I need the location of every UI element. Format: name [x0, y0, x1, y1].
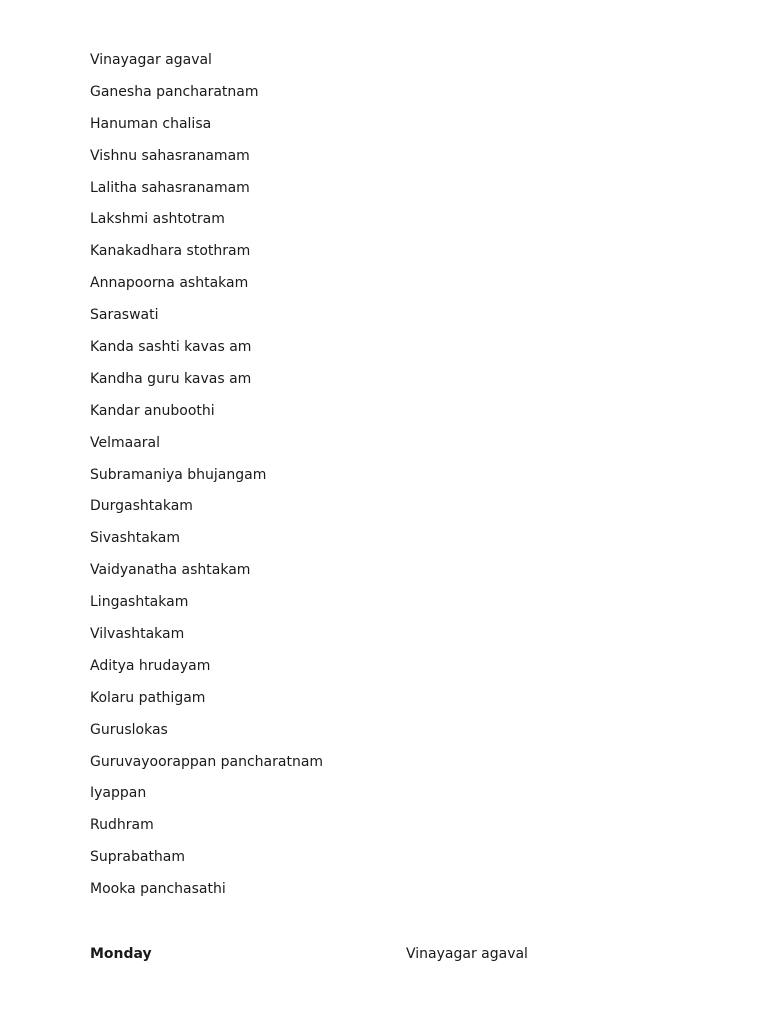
schedule-prayer: Vinayagar agaval: [406, 946, 528, 962]
prayer-list-item: Subramaniya bhujangam: [90, 466, 267, 483]
prayer-list-item: Vishnu sahasranamam: [90, 147, 250, 164]
prayer-list-item: Kolaru pathigam: [90, 689, 206, 706]
prayer-list-item: Rudhram: [90, 817, 154, 834]
prayer-list-item: Annapoorna ashtakam: [90, 275, 249, 292]
prayer-list-item: Vinayagar agaval: [90, 52, 212, 68]
prayer-list-item: Kanda sashti kavas am: [90, 339, 252, 356]
schedule-day: Monday: [90, 946, 152, 962]
prayer-list-item: Hanuman chalisa: [90, 115, 212, 132]
prayer-list-item: Mooka panchasathi: [90, 881, 226, 898]
prayer-list-item: Suprabatham: [90, 849, 186, 866]
prayer-list-item: Vaidyanatha ashtakam: [90, 562, 251, 579]
prayer-list-item: Kanakadhara stothram: [90, 243, 251, 260]
prayer-list-item: Lakshmi ashtotram: [90, 211, 225, 228]
prayer-list-item: Guruvayoorappan pancharatnam: [90, 753, 324, 770]
prayer-list-item: Aditya hrudayam: [90, 657, 211, 674]
prayer-list-item: Iyappan: [90, 785, 147, 802]
prayer-list-item: Kandha guru kavas am: [90, 370, 252, 387]
prayer-list-item: Lalitha sahasranamam: [90, 179, 250, 196]
prayer-list-item: Kandar anuboothi: [90, 402, 215, 419]
prayer-list-item: Sivashtakam: [90, 530, 180, 547]
prayer-list-item: Velmaaral: [90, 434, 161, 451]
prayer-list-item: Saraswati: [90, 307, 159, 324]
schedule-row: [90, 944, 690, 964]
prayer-list-item: Durgashtakam: [90, 498, 193, 515]
prayer-list-item: Vilvashtakam: [90, 626, 185, 643]
prayer-list-item: Guruslokas: [90, 721, 168, 738]
prayer-list-item: Ganesha pancharatnam: [90, 83, 259, 100]
prayer-list-item: Lingashtakam: [90, 594, 189, 611]
prayer-list: [90, 50, 323, 911]
